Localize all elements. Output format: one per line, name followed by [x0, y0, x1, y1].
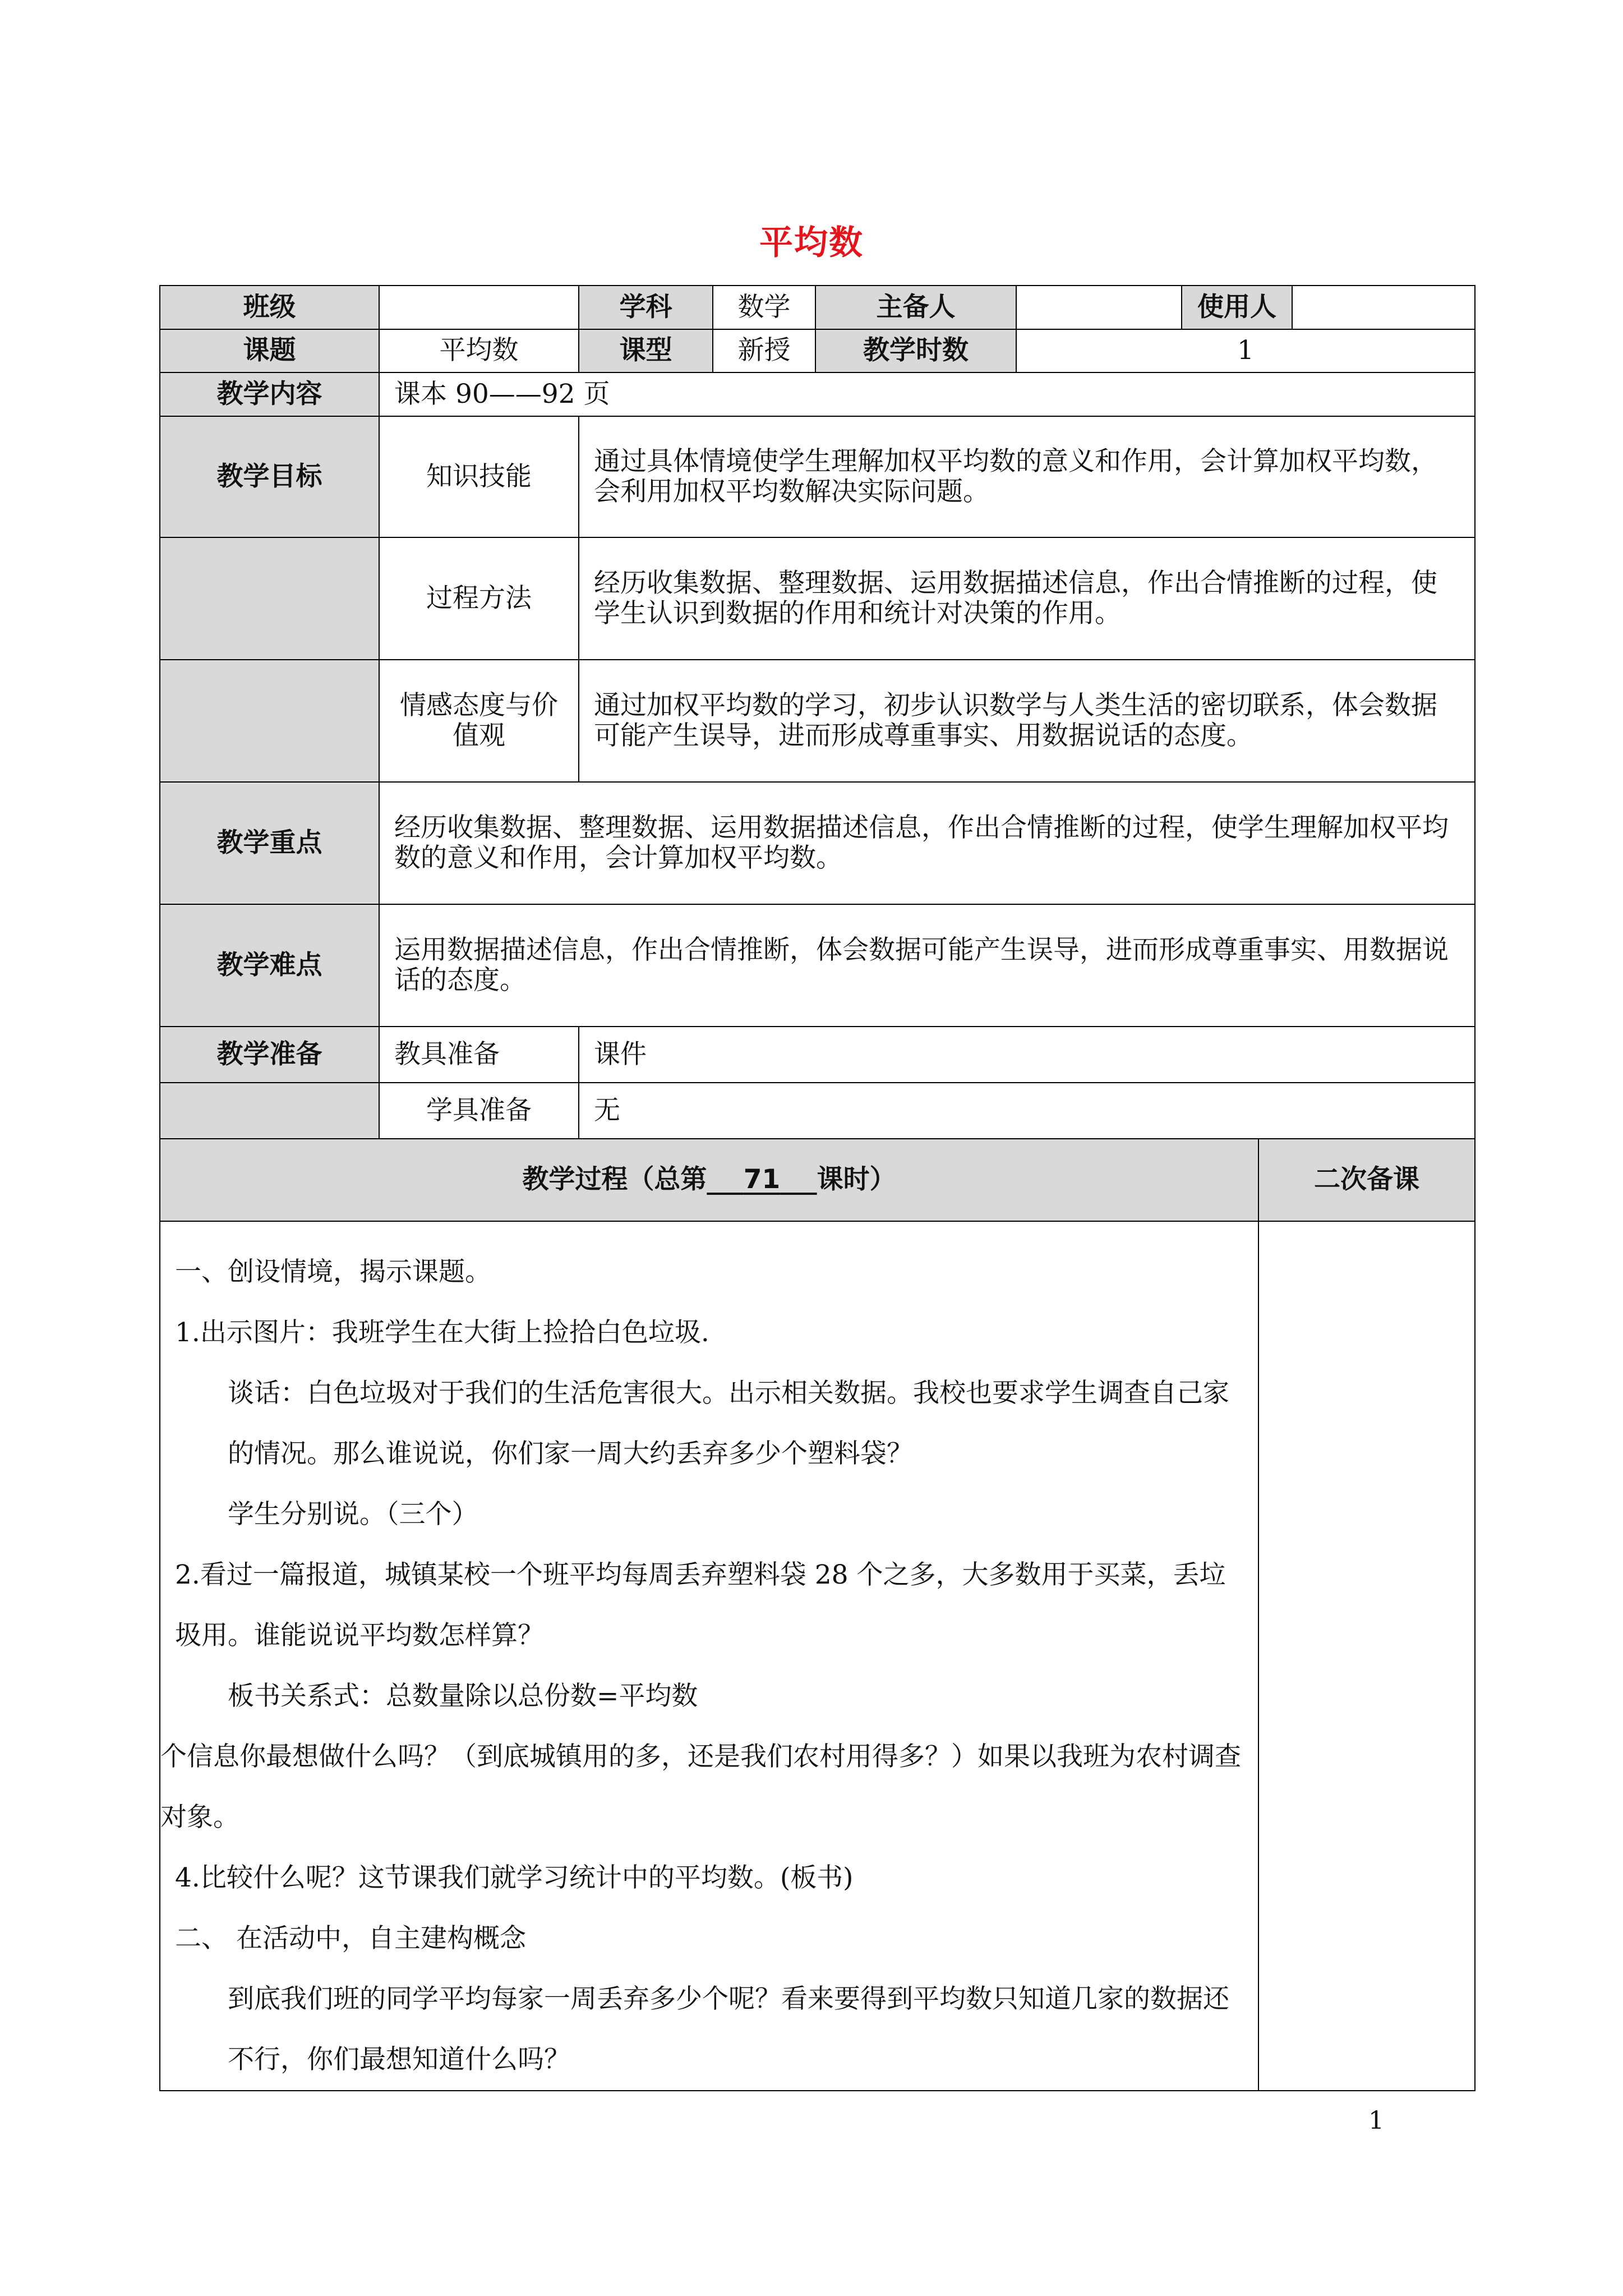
hours-label: 教学时数: [815, 329, 1016, 372]
goal-text: 通过加权平均数的学习，初步认识数学与人类生活的密切联系，体会数据可能产生误导，进而形成尊重事实、用数据说话的态度。: [579, 660, 1475, 782]
content-value: 课本 90——92 页: [379, 372, 1475, 416]
document-title: 平均数: [759, 223, 864, 263]
prep-row-teacher: [160, 1027, 1475, 1083]
user-value: [1292, 286, 1475, 329]
secondary-prep-label: 二次备课: [1258, 1139, 1475, 1221]
process-line: 到底我们班的同学平均每家一周丢弃多少个呢？看来要得到平均数只知道几家的数据还不行，你们最想知道什么吗？: [228, 1984, 1229, 2075]
process-line: 4.比较什么呢？这节课我们就学习统计中的平均数。(板书): [175, 1862, 854, 1893]
process-line: 1.出示图片：我班学生在大街上捡拾白色垃圾.: [175, 1317, 709, 1348]
key-points-label: 教学重点: [160, 782, 379, 904]
lesson-number-value: 71: [743, 1164, 781, 1195]
header-row-1: [160, 286, 1475, 329]
student-prep-label: 学具准备: [379, 1083, 579, 1139]
student-prep-value: 无: [579, 1083, 1475, 1139]
secondary-prep-area: [1258, 1221, 1475, 2091]
class-label: 班级: [160, 286, 379, 329]
goal-name: 情感态度与价值观: [379, 660, 579, 782]
lesson-number: [707, 1164, 817, 1195]
process-header-suffix: 课时）: [817, 1164, 896, 1195]
preparation-label: 教学准备: [160, 1027, 379, 1083]
process-body: [160, 1221, 1258, 2091]
goal-name: 过程方法: [379, 537, 579, 660]
process-line: 个信息你最想做什么吗？（到底城镇用的多，还是我们农村用得多？）如果以我班为农村调查对象。: [160, 1741, 1241, 1833]
header-row-2: [160, 329, 1475, 372]
process-header: [160, 1139, 1258, 1221]
teacher-prep-value: 课件: [579, 1027, 1475, 1083]
goal-row-process: [160, 537, 1475, 660]
goal-text: 经历收集数据、整理数据、运用数据描述信息，作出合情推断的过程，使学生认识到数据的作用和统计对决策的作用。: [579, 537, 1475, 660]
process-header-prefix: 教学过程（总第: [522, 1164, 707, 1195]
process-header-row: [160, 1139, 1475, 1221]
process-line: 二、 在活动中，自主建构概念: [175, 1923, 526, 1954]
process-line: [175, 1363, 1243, 1484]
topic-value: 平均数: [379, 329, 579, 372]
difficulties-label: 教学难点: [160, 904, 379, 1027]
user-label: 使用人: [1182, 286, 1292, 329]
goal-row-knowledge: [160, 416, 1475, 537]
subject-label: 学科: [579, 286, 713, 329]
goals-label: 教学目标: [160, 416, 379, 537]
goal-name: 知识技能: [379, 416, 579, 537]
goal-text: 通过具体情境使学生理解加权平均数的意义和作用，会计算加权平均数，会利用加权平均数解决实际问题。: [579, 416, 1475, 537]
key-points-row: [160, 782, 1475, 904]
lesson-plan-table: [159, 285, 1476, 2091]
page-number: 1: [1368, 2106, 1384, 2135]
preparation-label-blank: [160, 1083, 379, 1139]
prep-row-student: [160, 1083, 1475, 1139]
process-line: 板书关系式：总数量除以总份数=平均数: [228, 1681, 698, 1711]
preparer-label: 主备人: [815, 286, 1016, 329]
preparer-value: [1016, 286, 1182, 329]
teacher-prep-label: 教具准备: [379, 1027, 579, 1083]
content-row: [160, 372, 1475, 416]
process-line-text: 谈话：白色垃圾对于我们的生活危害很大。出示相关数据。我校也要求学生调查自己家的情况。那么谁说说，你们家一周大约丢弃多少个塑料袋？: [228, 1378, 1229, 1469]
goals-label-blank: [160, 537, 379, 660]
subject-value: 数学: [713, 286, 815, 329]
type-label: 课型: [579, 329, 713, 372]
topic-label: 课题: [160, 329, 379, 372]
goal-row-attitude: [160, 660, 1475, 782]
class-value: [379, 286, 579, 329]
type-value: 新授: [713, 329, 815, 372]
key-points-text: 经历收集数据、整理数据、运用数据描述信息，作出合情推断的过程，使学生理解加权平均数的意义和作用，会计算加权平均数。: [379, 782, 1475, 904]
process-body-row: [160, 1221, 1475, 2091]
goals-label-blank: [160, 660, 379, 782]
process-line: 2.看过一篇报道，城镇某校一个班平均每周丢弃塑料袋 28 个之多，大多数用于买菜，丢垃圾用。谁能说说平均数怎样算？: [175, 1559, 1226, 1651]
difficulties-text: 运用数据描述信息，作出合情推断，体会数据可能产生误导，进而形成尊重事实、用数据说话的态度。: [379, 904, 1475, 1027]
difficulties-row: [160, 904, 1475, 1027]
hours-value: 1: [1016, 329, 1475, 372]
process-line: 一、创设情境，揭示课题。: [175, 1257, 491, 1287]
content-label: 教学内容: [160, 372, 379, 416]
process-line: 学生分别说。（三个）: [228, 1499, 478, 1530]
